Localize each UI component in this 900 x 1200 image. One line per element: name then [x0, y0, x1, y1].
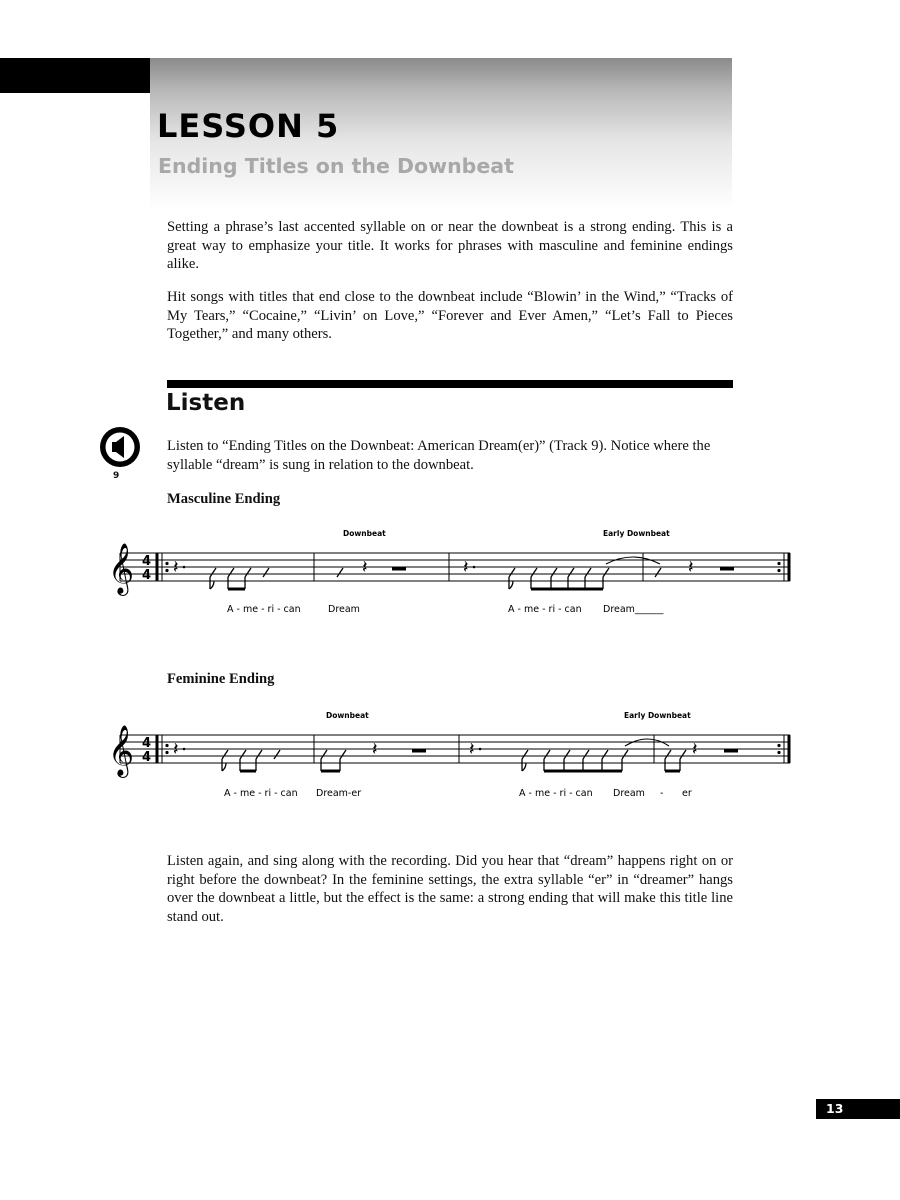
half-rest-icon: [412, 749, 426, 753]
track-number: 9: [113, 471, 120, 481]
half-rest-icon: [392, 567, 406, 571]
half-rest-icon: [724, 749, 738, 753]
feminine-ending-staff: [0, 702, 900, 802]
lyric: Dream-er: [316, 788, 362, 799]
quarter-rest-icon: 𝄽: [173, 739, 179, 760]
intro-paragraph-2: Hit songs with titles that end close to the downbeat include “Blowin’ in the Wind,” “Tracks of My Tears,” “Cocaine,” “Livin’ on Love,” “Forever and Ever Amen,” “Let’s Fall to Pieces Together,” and many others.: [167, 289, 733, 342]
quarter-rest-icon: 𝄽: [362, 557, 368, 578]
half-rest-icon: [720, 567, 734, 571]
masculine-ending-label: Masculine Ending: [167, 491, 281, 507]
quarter-rest-icon: 𝄽: [173, 557, 179, 578]
masculine-ending-staff: [0, 520, 900, 620]
closing-paragraph: Listen again, and sing along with the recording. Did you hear that “dream” happens right on or right before the downbeat? In the feminine settings, the extra syllable “er” in “dreamer” hangs over the downbeat a little, but the effect is the same: a strong ending that will make this title line stand out.: [167, 853, 733, 925]
time-signature: [142, 736, 151, 765]
lesson-subtitle: Ending Titles on the Downbeat: [158, 154, 514, 178]
downbeat-label: Downbeat: [343, 529, 386, 538]
lyric: -: [660, 788, 664, 799]
lyric: A - me - ri - can: [519, 788, 593, 799]
lyric: A - me - ri - can: [224, 788, 298, 799]
quarter-rest-icon: 𝄽: [372, 739, 378, 760]
svg-text:4: 4: [142, 568, 152, 583]
lyric: Dream: [613, 788, 645, 799]
listen-paragraph: Listen to “Ending Titles on the Downbeat: American Dream(er)” (Track 9). Notice where the syllable “dream” is sung in relation to the downbeat.: [167, 438, 711, 473]
early-downbeat-label: Early Downbeat: [624, 711, 691, 720]
early-downbeat-label: Early Downbeat: [603, 529, 670, 538]
lyric: Dream: [328, 604, 360, 615]
lyric: A - me - ri - can: [508, 604, 582, 615]
lyric: A - me - ri - can: [227, 604, 301, 615]
quarter-rest-icon: 𝄽: [469, 739, 475, 760]
treble-clef-icon: 𝄞: [108, 543, 135, 594]
treble-clef-icon: 𝄞: [108, 725, 135, 776]
lesson-title: LESSON 5: [157, 107, 340, 145]
page-number: 13: [826, 1101, 844, 1116]
quarter-rest-icon: 𝄽: [688, 557, 694, 578]
time-signature: [142, 554, 151, 583]
lyric: er: [682, 788, 692, 799]
quarter-rest-icon: 𝄽: [463, 557, 469, 578]
section-rule: [167, 380, 733, 388]
downbeat-label: Downbeat: [326, 711, 369, 720]
lyric: Dream______: [603, 604, 664, 615]
quarter-rest-icon: 𝄽: [692, 739, 698, 760]
intro-paragraph-1: Setting a phrase’s last accented syllable on or near the downbeat is a strong ending. This is a great way to emphasize your title. It works for phrases with masculine and feminine endings alike.: [167, 219, 733, 272]
feminine-ending-label: Feminine Ending: [167, 671, 275, 687]
listen-heading: Listen: [166, 390, 246, 416]
speaker-icon: [98, 425, 142, 469]
svg-text:4: 4: [142, 750, 152, 765]
svg-text:4: 4: [142, 554, 152, 569]
svg-text:4: 4: [142, 736, 152, 751]
